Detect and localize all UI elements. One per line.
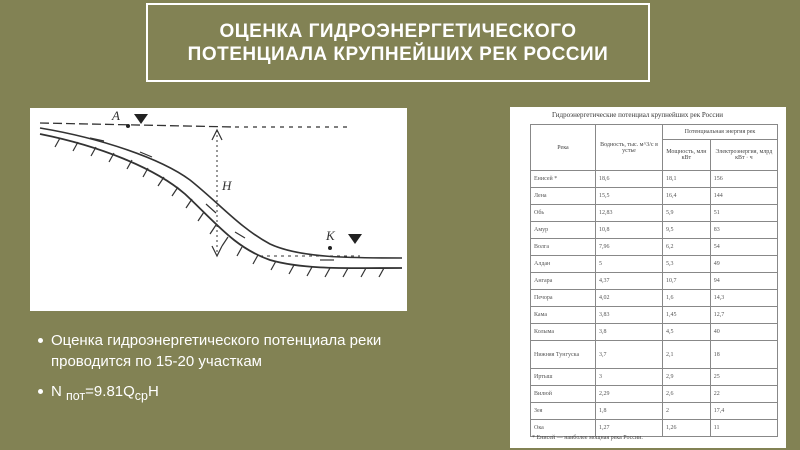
formula-n: N	[51, 383, 66, 400]
table-row	[531, 256, 778, 273]
cell-energy: 51	[710, 205, 777, 222]
cell-power: 5,3	[663, 256, 711, 273]
cell-energy: 144	[710, 188, 777, 205]
cell-river: Нижняя Тунгуска	[531, 341, 596, 369]
header-potential: Потенциальная энергия рек	[663, 125, 778, 140]
cell-energy: 40	[710, 324, 777, 341]
cell-water: 3	[596, 369, 663, 386]
cell-river: Иртыш	[531, 369, 596, 386]
cell-power: 2,1	[663, 341, 711, 369]
head-label: H	[222, 178, 232, 193]
formula-bullet	[38, 381, 418, 407]
cell-river: Енисей *	[531, 171, 596, 188]
point-k-label: K	[326, 228, 335, 243]
cell-water: 12,83	[596, 205, 663, 222]
cell-energy: 25	[710, 369, 777, 386]
cell-power: 5,9	[663, 205, 711, 222]
cell-water: 18,6	[596, 171, 663, 188]
cell-river: Кама	[531, 307, 596, 324]
cell-power: 1,45	[663, 307, 711, 324]
cell-energy: 54	[710, 239, 777, 256]
cell-energy: 18	[710, 341, 777, 369]
table-row	[531, 188, 778, 205]
table-caption: Гидроэнергетические потенциал крупнейших рек России	[552, 111, 724, 119]
river-potential-document	[510, 107, 786, 448]
cell-water: 7,96	[596, 239, 663, 256]
cell-power: 4,5	[663, 324, 711, 341]
header-energy: Электроэнергия, млрд кВт · ч	[710, 140, 777, 171]
bullet-list	[38, 330, 418, 416]
point-k-marker	[328, 246, 332, 250]
upper-level-line	[40, 123, 235, 127]
table-row	[531, 222, 778, 239]
table-row	[531, 403, 778, 420]
slide-title	[146, 3, 650, 82]
point-a-label: A	[112, 108, 120, 123]
table-row	[531, 290, 778, 307]
cell-power: 2,6	[663, 386, 711, 403]
cell-power: 9,5	[663, 222, 711, 239]
table-row	[531, 420, 778, 437]
table-row	[531, 239, 778, 256]
cell-river: Амур	[531, 222, 596, 239]
cell-power: 2	[663, 403, 711, 420]
formula-h: H	[148, 383, 159, 400]
cell-river: Печора	[531, 290, 596, 307]
cell-water: 3,8	[596, 324, 663, 341]
cell-water: 3,83	[596, 307, 663, 324]
table-row	[531, 273, 778, 290]
cell-water: 5	[596, 256, 663, 273]
bullet-dot	[38, 389, 43, 394]
slide-title-line-2: ПОТЕНЦИАЛА КРУПНЕЙШИХ РЕК РОССИИ	[187, 43, 609, 65]
cell-energy: 14,3	[710, 290, 777, 307]
cell-energy: 49	[710, 256, 777, 273]
table-body	[531, 171, 778, 437]
bullet-item	[38, 330, 418, 372]
cell-power: 1,26	[663, 420, 711, 437]
cell-energy: 156	[710, 171, 777, 188]
table-row	[531, 369, 778, 386]
cell-energy: 11	[710, 420, 777, 437]
cell-river: Ангара	[531, 273, 596, 290]
header-power: Мощность, млн кВт	[663, 140, 711, 171]
cell-water: 15,5	[596, 188, 663, 205]
formula	[51, 383, 159, 403]
cell-energy: 17,4	[710, 403, 777, 420]
formula-subscript-pot: пот	[66, 389, 86, 403]
bullet-dot	[38, 338, 43, 343]
table-row	[531, 386, 778, 403]
table-row	[531, 341, 778, 369]
table-row	[531, 324, 778, 341]
cell-energy: 94	[710, 273, 777, 290]
cell-energy: 83	[710, 222, 777, 239]
river-profile-sketch	[30, 108, 407, 311]
header-river: Река	[531, 125, 596, 171]
table-row	[531, 171, 778, 188]
cell-river: Волга	[531, 239, 596, 256]
upper-level-marker	[134, 114, 148, 124]
cell-water: 1,8	[596, 403, 663, 420]
formula-middle: =9.81Q	[85, 383, 135, 400]
cell-river: Колыма	[531, 324, 596, 341]
cell-power: 2,9	[663, 369, 711, 386]
cell-energy: 22	[710, 386, 777, 403]
cell-power: 6,2	[663, 239, 711, 256]
cell-power: 18,1	[663, 171, 711, 188]
cell-power: 16,4	[663, 188, 711, 205]
cell-energy: 12,7	[710, 307, 777, 324]
header-water: Водность, тыс. м^3/с в устье	[596, 125, 663, 171]
table-row	[531, 205, 778, 222]
table-row	[531, 307, 778, 324]
cell-power: 1,6	[663, 290, 711, 307]
cell-power: 10,7	[663, 273, 711, 290]
cell-water: 2,29	[596, 386, 663, 403]
formula-subscript-sr: ср	[134, 389, 148, 403]
cell-river: Обь	[531, 205, 596, 222]
cell-water: 10,8	[596, 222, 663, 239]
river-profile-drawing	[30, 108, 407, 311]
cell-river: Лена	[531, 188, 596, 205]
lower-level-marker	[348, 234, 362, 244]
cell-water: 1,27	[596, 420, 663, 437]
cell-river: Зея	[531, 403, 596, 420]
cell-water: 3,7	[596, 341, 663, 369]
cell-river: Ока	[531, 420, 596, 437]
slide-title-line-1: ОЦЕНКА ГИДРОЭНЕРГЕТИЧЕСКОГО	[219, 20, 577, 42]
bullet-text: Оценка гидроэнергетического потенциала реки проводится по 15-20 участкам	[51, 332, 382, 370]
point-a-marker	[126, 124, 130, 128]
cell-water: 4,37	[596, 273, 663, 290]
cell-river: Вилюй	[531, 386, 596, 403]
table-footnote: * Енисей — наиболее мощная река России.	[532, 435, 643, 441]
cell-river: Алдан	[531, 256, 596, 273]
river-potential-table	[530, 124, 778, 437]
cell-water: 4,02	[596, 290, 663, 307]
